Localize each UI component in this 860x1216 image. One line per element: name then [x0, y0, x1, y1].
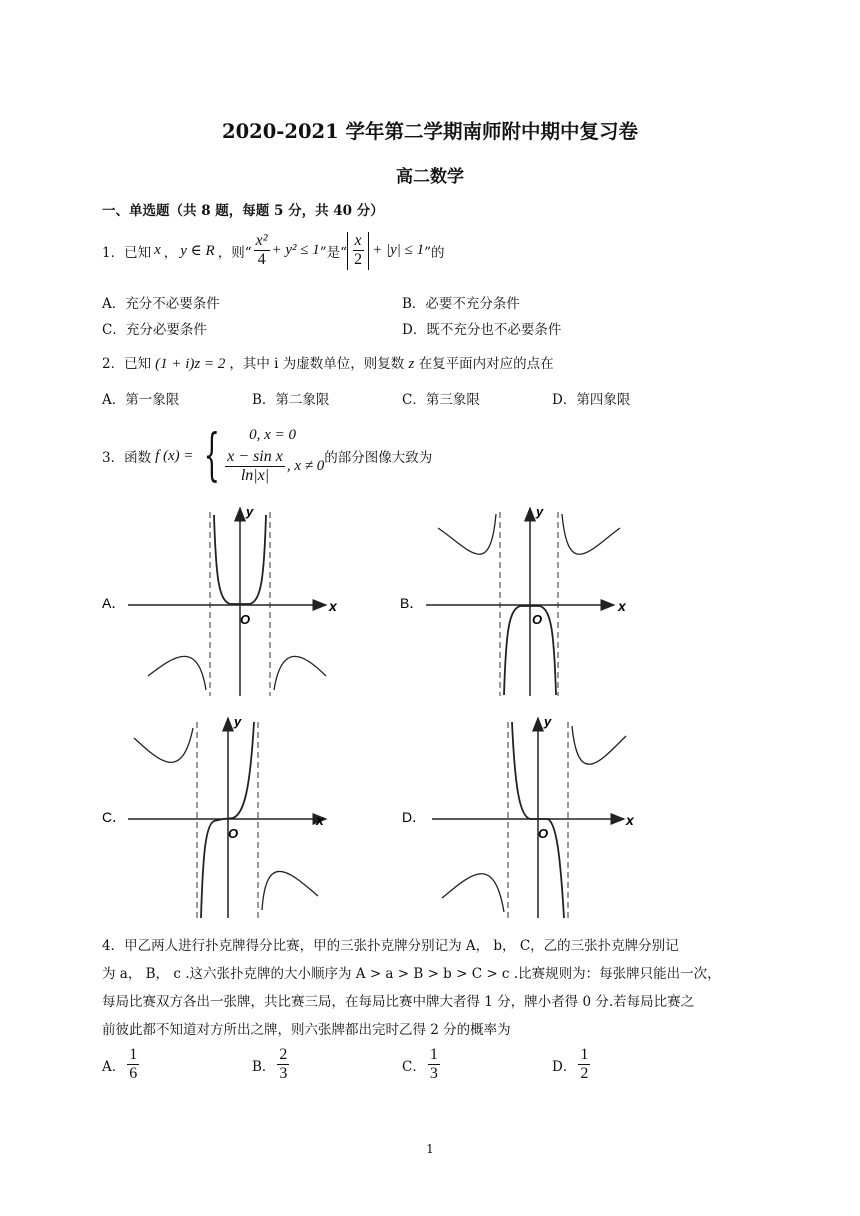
- graph-d-label: D．: [402, 809, 427, 825]
- graph-a-label: A．: [102, 595, 126, 611]
- graph-a-x-label: x: [329, 598, 337, 614]
- q1-option-b[interactable]: B．必要不充分条件: [402, 296, 520, 312]
- q3-case2-cond: , x ≠ 0: [286, 458, 325, 474]
- q1-ineq1-den: 4: [257, 251, 266, 269]
- q4-option-b-fraction: [277, 1046, 289, 1084]
- page-subtitle: 高二数学: [396, 167, 464, 187]
- graph-d[interactable]: [402, 714, 635, 918]
- q3-case1: 0, x = 0: [249, 426, 296, 443]
- page-number: 1: [426, 1142, 434, 1156]
- graph-c-origin: O: [228, 826, 239, 841]
- q1-option-c[interactable]: C．充分必要条件: [102, 322, 207, 338]
- q4-option-d-label: D．: [552, 1058, 577, 1075]
- q1-abs-bars: [347, 232, 369, 270]
- q4-option-a-num: 1: [127, 1046, 139, 1065]
- graph-c[interactable]: [102, 714, 326, 918]
- q1-ineq2-rest: + |y| ≤ 1: [372, 242, 425, 259]
- graph-d-x-label: x: [626, 812, 634, 828]
- q1-var-x: x: [154, 242, 161, 259]
- q3-fx: f (x) =: [155, 447, 194, 464]
- graph-d-origin: O: [538, 826, 549, 841]
- q2-prefix: 2．已知: [102, 356, 152, 372]
- question-2: [102, 352, 554, 373]
- q4-line-1: 4．甲乙两人进行扑克牌得分比赛，甲的三张扑克牌分别记为 A， b， C，乙的三张扑克牌分别记: [102, 938, 679, 954]
- q3-case2-den: ln|x|: [240, 467, 270, 484]
- q1-option-d[interactable]: D．既不充分也不必要条件: [402, 322, 562, 338]
- q3-suffix: 的部分图像大致为: [324, 450, 433, 466]
- q4-line-4: 前彼此都不知道对方所出之牌，则六张牌都出完时乙得 2 分的概率为: [102, 1022, 511, 1038]
- q4-option-c-den: 3: [429, 1065, 438, 1083]
- q2-mid: ，其中 i 为虚数单位，则复数: [229, 356, 405, 372]
- graph-a-origin: O: [240, 612, 251, 627]
- q2-option-b[interactable]: B．第二象限: [252, 392, 330, 408]
- q4-line-2: 为 a， B， c .这六张扑克牌的大小顺序为 A > a > B > b > C > c .比赛规则为：每张牌只能出一次，: [102, 966, 721, 982]
- graph-a-y-label: y: [246, 504, 254, 519]
- q3-case2: [223, 448, 324, 486]
- graph-c-x-label: x: [316, 812, 324, 828]
- q4-option-b-num: 2: [277, 1046, 289, 1065]
- q1-prefix: 1．已知: [102, 244, 152, 261]
- q1-sep: ，: [163, 244, 178, 261]
- q3-cases: [223, 418, 324, 494]
- section-heading: 一、单选题（共 8 题，每题 5 分，共 40 分）: [102, 203, 384, 219]
- q4-line-3: 每局比赛双方各出一张牌，共比赛三局，在每局比赛中牌大者得 1 分，牌小者得 0 分.若每局比赛之: [102, 994, 695, 1010]
- q2-option-d[interactable]: D．第四象限: [552, 392, 631, 408]
- q4-option-a-fraction: [127, 1046, 139, 1084]
- q4-option-a[interactable]: [102, 1046, 141, 1084]
- q4-option-b[interactable]: [252, 1046, 291, 1084]
- q2-option-a[interactable]: A．第一象限: [102, 392, 180, 408]
- q1-y-in-r: y ∈ R: [180, 243, 215, 260]
- q2-suffix: 在复平面内对应的点在: [418, 356, 554, 372]
- q3-case2-fraction: [225, 448, 285, 486]
- graph-c-y-label: y: [234, 714, 242, 729]
- q1-ineq2-den: 2: [354, 251, 363, 269]
- q3-brace: {: [203, 423, 220, 488]
- graph-b-origin: O: [532, 612, 543, 627]
- graph-c-label: C．: [102, 809, 127, 825]
- q4-option-c-label: C．: [402, 1058, 426, 1075]
- graph-a[interactable]: [102, 504, 338, 696]
- q2-option-c[interactable]: C．第三象限: [402, 392, 480, 408]
- question-3: [102, 418, 432, 494]
- graph-b-y-label: y: [536, 504, 544, 519]
- q1-ineq1-fraction: [254, 232, 270, 270]
- q3-graphs: [0, 500, 860, 920]
- q2-var-z: z: [408, 356, 415, 372]
- q1-de: ”的: [424, 244, 445, 261]
- page-title: 2020-2021 学年第二学期南师附中期中复习卷: [222, 120, 638, 143]
- question-1: [102, 232, 445, 270]
- q4-option-c-num: 1: [428, 1046, 440, 1065]
- q4-option-c[interactable]: [402, 1046, 442, 1084]
- q1-is: ”是“: [319, 244, 348, 261]
- q4-option-b-label: B．: [252, 1058, 276, 1075]
- q2-expr: (1 + i)z = 2: [155, 356, 226, 372]
- graph-b-x-label: x: [618, 598, 626, 614]
- q4-option-d[interactable]: [552, 1046, 592, 1084]
- q1-ineq1-num: x²: [254, 232, 270, 251]
- q4-option-c-fraction: [428, 1046, 440, 1084]
- q4-option-d-fraction: [578, 1046, 590, 1084]
- q4-option-d-den: 2: [580, 1065, 589, 1083]
- graph-b-label: B．: [400, 595, 424, 611]
- q3-prefix: 3．函数: [102, 450, 152, 466]
- q1-ineq2-fraction: [352, 232, 364, 270]
- q1-then: ，则“: [217, 244, 252, 261]
- graph-b[interactable]: [400, 504, 627, 696]
- graph-d-y-label: y: [544, 714, 552, 729]
- q4-option-b-den: 3: [279, 1065, 288, 1083]
- q1-ineq1-rest: + y² ≤ 1: [271, 242, 320, 259]
- q4-option-d-num: 1: [578, 1046, 590, 1065]
- q3-case2-num: x − sin x: [225, 448, 285, 467]
- q4-option-a-label: A．: [102, 1058, 126, 1075]
- q4-option-a-den: 6: [129, 1065, 138, 1083]
- q1-ineq2-num: x: [353, 232, 364, 251]
- q1-option-a[interactable]: A．充分不必要条件: [102, 296, 220, 312]
